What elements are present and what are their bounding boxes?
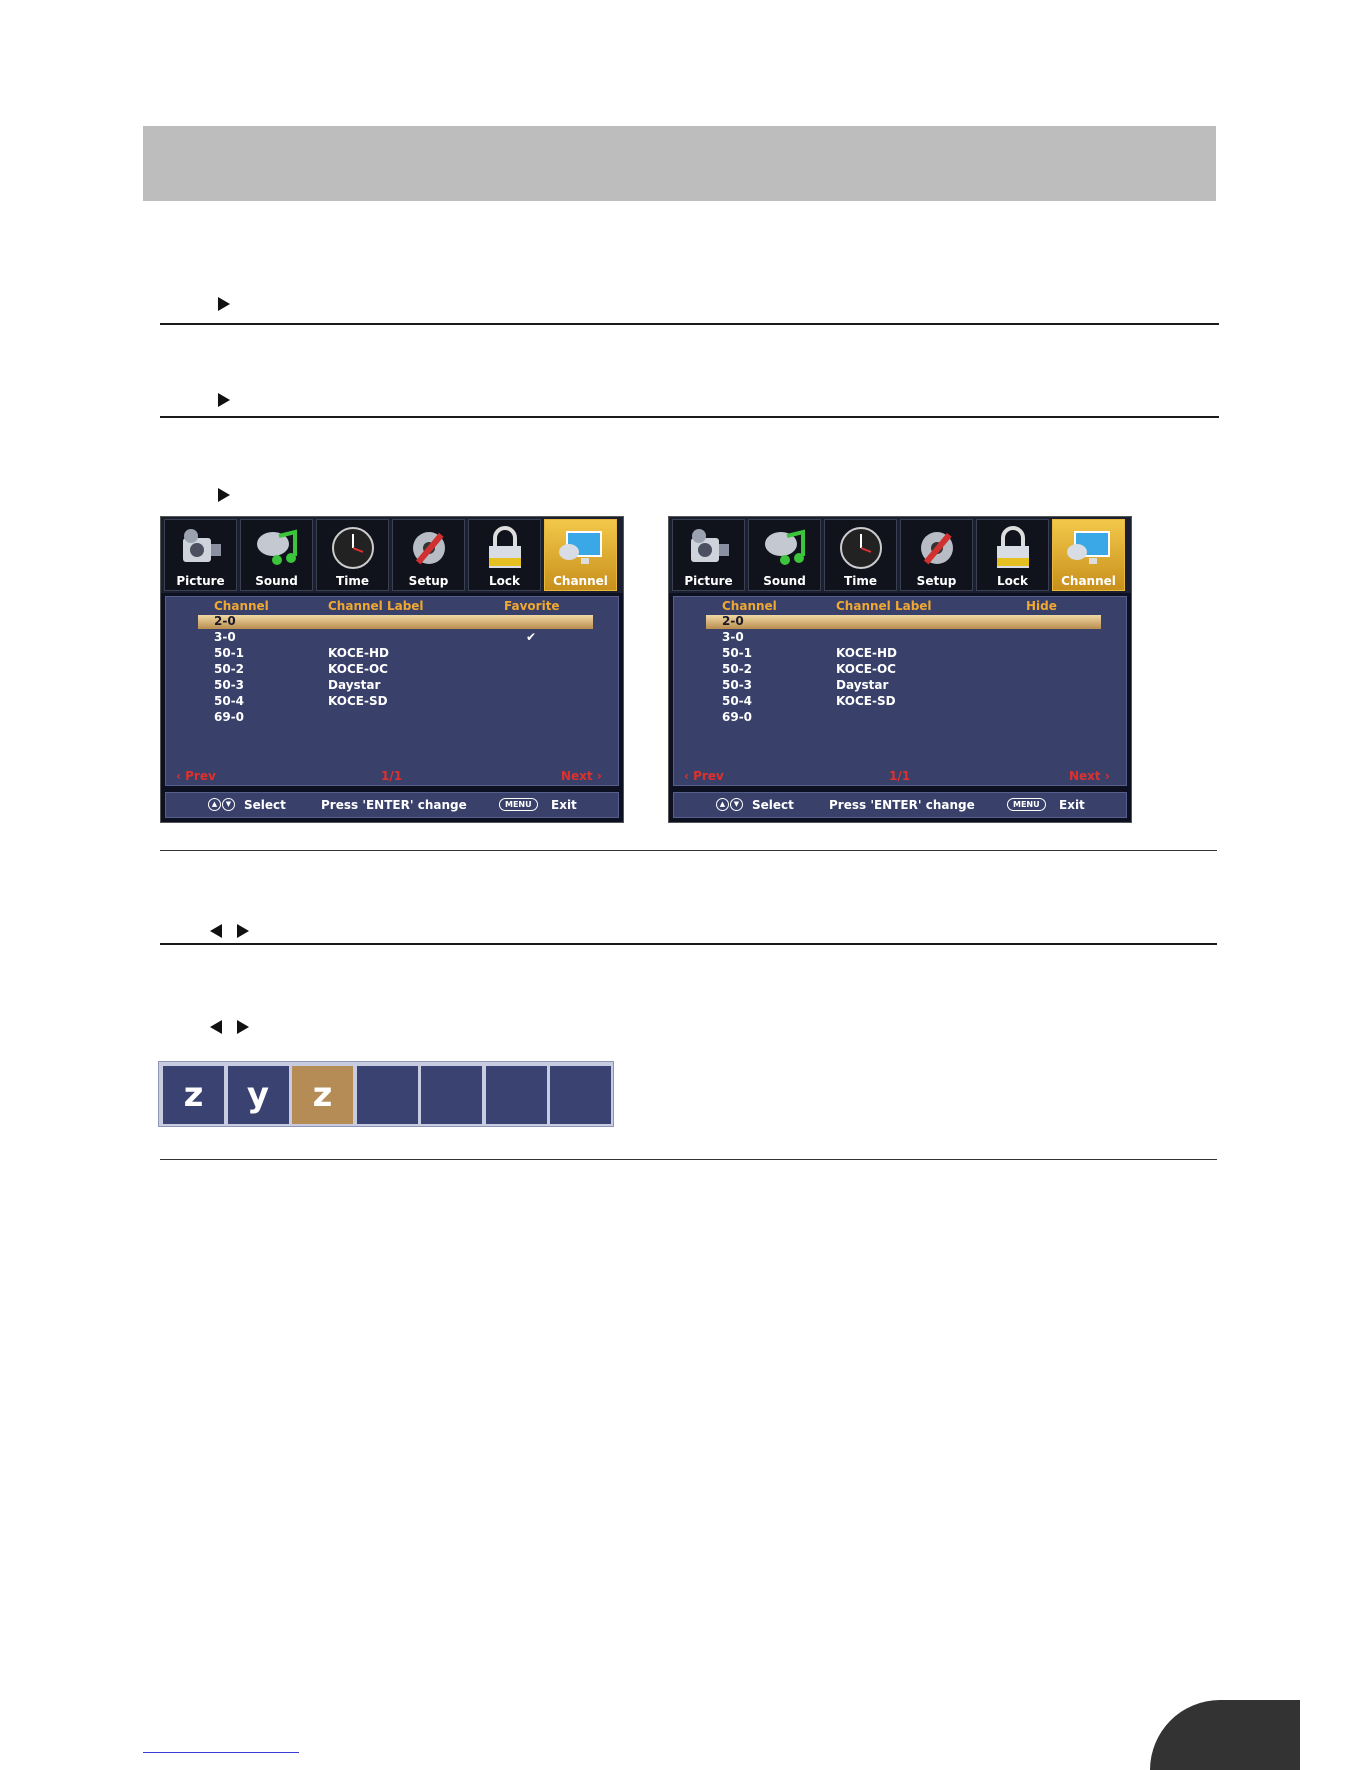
- menu-key-icon: MENU: [1007, 798, 1046, 811]
- next-label: Next: [561, 769, 593, 783]
- right-arrow-icon: [218, 393, 230, 407]
- osd-favorite-screen: [160, 516, 624, 823]
- osd-hide-screen: [668, 516, 1132, 823]
- tab-label: Time: [844, 574, 877, 588]
- tab-label: Setup: [408, 574, 449, 588]
- channel-row[interactable]: [166, 630, 618, 646]
- right-arrow-icon: [218, 488, 230, 502]
- channel-row[interactable]: [674, 710, 1126, 726]
- column-header-c3: Hide: [1026, 599, 1057, 613]
- channel-number: 69-0: [722, 710, 753, 724]
- channel-row[interactable]: [166, 678, 618, 694]
- monitor-icon: [557, 526, 605, 570]
- tab-label: Time: [336, 574, 369, 588]
- column-header-c1: Channel: [214, 599, 269, 613]
- channel-number: 2-0: [214, 614, 236, 628]
- tab-label: Sound: [255, 574, 298, 588]
- channel-row[interactable]: [674, 662, 1126, 678]
- channel-label: KOCE-OC: [836, 662, 896, 676]
- column-header-c2: Channel Label: [836, 599, 932, 613]
- divider: [160, 943, 1217, 945]
- right-arrow-icon: [237, 924, 249, 938]
- page-indicator: 1/1: [381, 769, 403, 783]
- tab-label: Channel: [553, 574, 608, 588]
- prev-page-button[interactable]: ‹ Prev: [684, 769, 724, 783]
- character-slot[interactable]: [550, 1066, 611, 1124]
- menu-tab-bar: [161, 517, 623, 593]
- channel-row[interactable]: [674, 678, 1126, 694]
- channel-label: KOCE-OC: [328, 662, 388, 676]
- divider: [160, 416, 1219, 418]
- character-slot[interactable]: [357, 1066, 418, 1124]
- up-arrow-icon: ▲: [716, 798, 729, 811]
- next-page-button[interactable]: Next ›: [1069, 769, 1110, 783]
- divider: [160, 323, 1219, 325]
- tab-channel[interactable]: [1052, 519, 1125, 591]
- column-header-c2: Channel Label: [328, 599, 424, 613]
- character-slot[interactable]: y: [228, 1066, 289, 1124]
- tab-time[interactable]: [824, 519, 897, 591]
- next-page-button[interactable]: Next ›: [561, 769, 602, 783]
- channel-label: Daystar: [328, 678, 381, 692]
- channel-number: 3-0: [722, 630, 744, 644]
- tab-channel[interactable]: [544, 519, 617, 591]
- right-arrow-icon: [237, 1020, 249, 1034]
- checkmark-icon: ✔: [526, 630, 537, 644]
- channel-row[interactable]: [674, 646, 1126, 662]
- next-label: Next: [1069, 769, 1101, 783]
- channel-row[interactable]: [166, 646, 618, 662]
- tab-label: Lock: [489, 574, 520, 588]
- channel-number: 2-0: [722, 614, 744, 628]
- channel-row[interactable]: [674, 694, 1126, 710]
- padlock-icon: [989, 526, 1037, 570]
- prev-label: Prev: [185, 769, 216, 783]
- tab-label: Sound: [763, 574, 806, 588]
- enter-hint: Press 'ENTER' change: [321, 798, 467, 812]
- character-slot[interactable]: [421, 1066, 482, 1124]
- tab-label: Setup: [916, 574, 957, 588]
- left-arrow-icon: [210, 1020, 222, 1034]
- prev-label: Prev: [693, 769, 724, 783]
- tab-label: Picture: [176, 574, 225, 588]
- page-number-tab: [1150, 1700, 1300, 1770]
- tab-lock[interactable]: [468, 519, 541, 591]
- gear-wrench-icon: [913, 526, 961, 570]
- channel-number: 50-2: [214, 662, 245, 676]
- footer-link-underline: [143, 1752, 299, 1753]
- tab-sound[interactable]: [240, 519, 313, 591]
- monitor-icon: [1065, 526, 1113, 570]
- channel-row[interactable]: [166, 662, 618, 678]
- osd-help-bar: [673, 792, 1127, 818]
- tab-picture[interactable]: [672, 519, 745, 591]
- select-hint: Select: [244, 798, 286, 812]
- down-arrow-icon: ▼: [730, 798, 743, 811]
- exit-hint: Exit: [1059, 798, 1085, 812]
- exit-hint: Exit: [551, 798, 577, 812]
- channel-label: KOCE-HD: [836, 646, 897, 660]
- clock-icon: [329, 526, 377, 570]
- right-arrow-icon: [218, 297, 230, 311]
- page-indicator: 1/1: [889, 769, 911, 783]
- padlock-icon: [481, 526, 529, 570]
- channel-number: 50-1: [214, 646, 245, 660]
- character-slot[interactable]: [486, 1066, 547, 1124]
- character-slot[interactable]: z: [292, 1066, 353, 1124]
- tab-label: Picture: [684, 574, 733, 588]
- channel-label: KOCE-SD: [328, 694, 388, 708]
- tab-setup[interactable]: [900, 519, 973, 591]
- up-arrow-icon: ▲: [208, 798, 221, 811]
- channel-number: 50-2: [722, 662, 753, 676]
- down-arrow-icon: ▼: [222, 798, 235, 811]
- tab-time[interactable]: [316, 519, 389, 591]
- select-hint: Select: [752, 798, 794, 812]
- section-header-band: [143, 126, 1216, 201]
- left-arrow-icon: [210, 924, 222, 938]
- tab-label: Lock: [997, 574, 1028, 588]
- channel-number: 50-3: [214, 678, 245, 692]
- column-header-c3: Favorite: [504, 599, 560, 613]
- camera-icon: [685, 526, 733, 570]
- channel-number: 3-0: [214, 630, 236, 644]
- channel-list-panel: [673, 596, 1127, 786]
- prev-page-button[interactable]: ‹ Prev: [176, 769, 216, 783]
- channel-label: KOCE-HD: [328, 646, 389, 660]
- music-note-icon: [761, 526, 809, 570]
- channel-list-panel: [165, 596, 619, 786]
- tab-sound[interactable]: [748, 519, 821, 591]
- character-entry-bar: [158, 1061, 614, 1127]
- channel-number: 69-0: [214, 710, 245, 724]
- tab-label: Channel: [1061, 574, 1116, 588]
- column-header-c1: Channel: [722, 599, 777, 613]
- channel-row[interactable]: [166, 694, 618, 710]
- channel-row[interactable]: [674, 630, 1126, 646]
- channel-row[interactable]: [166, 710, 618, 726]
- camera-icon: [177, 526, 225, 570]
- menu-tab-bar: [669, 517, 1131, 593]
- channel-row[interactable]: [674, 614, 1126, 630]
- channel-label: Daystar: [836, 678, 889, 692]
- tab-picture[interactable]: [164, 519, 237, 591]
- channel-number: 50-1: [722, 646, 753, 660]
- gear-wrench-icon: [405, 526, 453, 570]
- divider: [160, 850, 1217, 851]
- divider: [160, 1159, 1217, 1160]
- tab-lock[interactable]: [976, 519, 1049, 591]
- channel-number: 50-3: [722, 678, 753, 692]
- character-slot[interactable]: z: [163, 1066, 224, 1124]
- enter-hint: Press 'ENTER' change: [829, 798, 975, 812]
- tab-setup[interactable]: [392, 519, 465, 591]
- channel-label: KOCE-SD: [836, 694, 896, 708]
- channel-number: 50-4: [722, 694, 753, 708]
- clock-icon: [837, 526, 885, 570]
- menu-key-icon: MENU: [499, 798, 538, 811]
- music-note-icon: [253, 526, 301, 570]
- channel-number: 50-4: [214, 694, 245, 708]
- channel-row[interactable]: [166, 614, 618, 630]
- osd-help-bar: [165, 792, 619, 818]
